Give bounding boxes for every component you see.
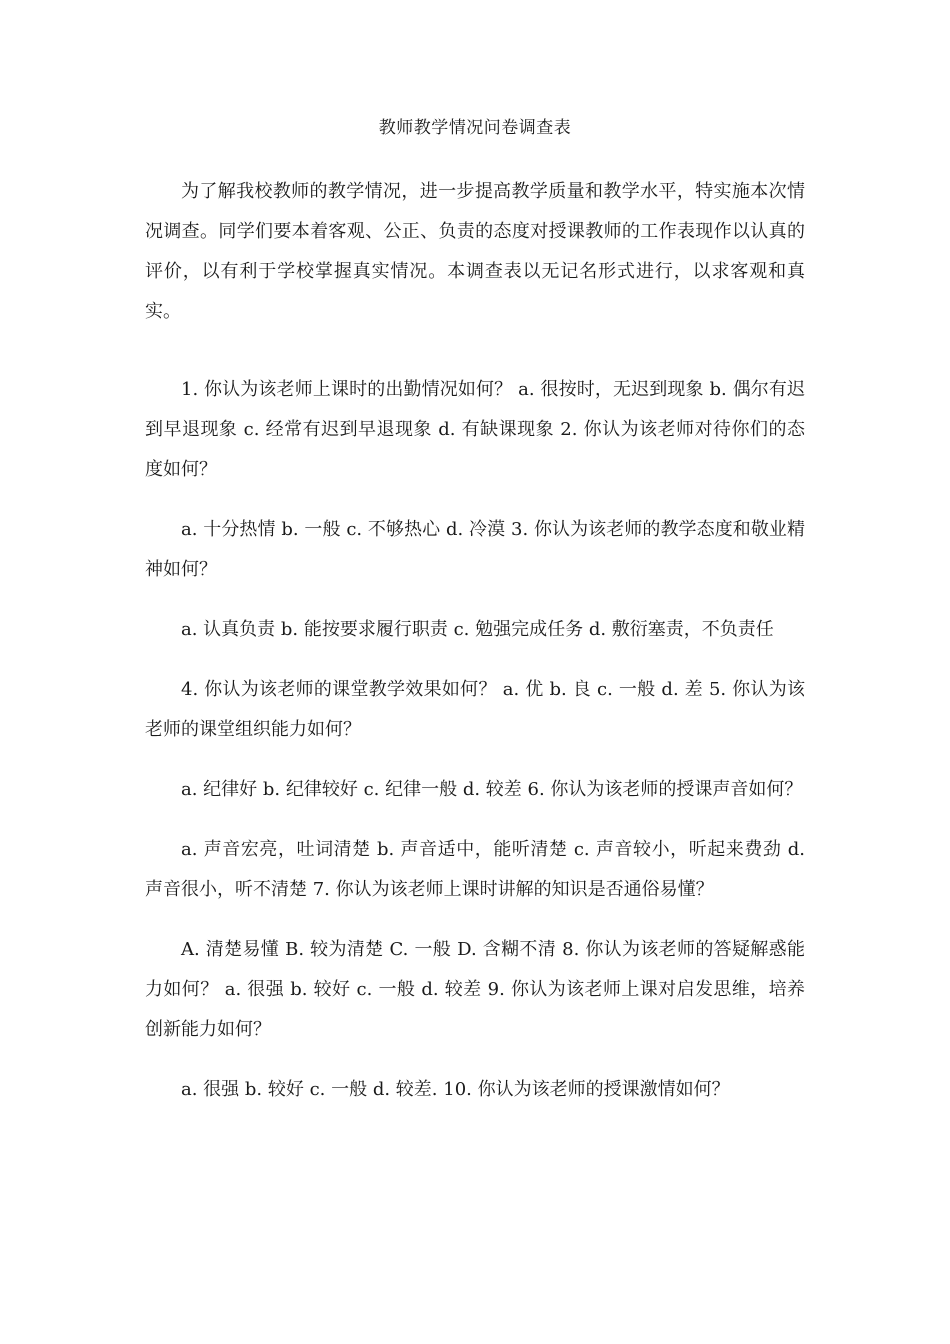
- question-paragraph-7: A. 清楚易懂 B. 较为清楚 C. 一般 D. 含糊不清 8. 你认为该老师的答疑解惑能力如何？ a. 很强 b. 较好 c. 一般 d. 较差 9. 你认为该老师上课对启发思维，培养创新能力如何？: [145, 939, 805, 1040]
- question-paragraph-2: a. 十分热情 b. 一般 c. 不够热心 d. 冷漠 3. 你认为该老师的教学态度和敬业精神如何？: [145, 519, 805, 580]
- document-body: [145, 172, 805, 1110]
- document-title: 教师教学情况问卷调查表: [378, 118, 572, 138]
- question-paragraph-4: 4. 你认为该老师的课堂教学效果如何？ a. 优 b. 良 c. 一般 d. 差 5. 你认为该老师的课堂组织能力如何？: [145, 679, 805, 740]
- question-paragraph-8: a. 很强 b. 较好 c. 一般 d. 较差. 10. 你认为该老师的授课激情如何？: [181, 1079, 730, 1100]
- question-paragraph-1: 1. 你认为该老师上课时的出勤情况如何？ a. 很按时，无迟到现象 b. 偶尔有迟到早退现象 c. 经常有迟到早退现象 d. 有缺课现象 2. 你认为该老师对待你们的态度如何？: [145, 379, 805, 480]
- question-paragraph-5: a. 纪律好 b. 纪律较好 c. 纪律一般 d. 较差 6. 你认为该老师的授课声音如何？: [181, 779, 803, 800]
- question-paragraph-3: a. 认真负责 b. 能按要求履行职责 c. 勉强完成任务 d. 敷衍塞责，不负责任: [181, 619, 774, 640]
- question-paragraph-6: a. 声音宏亮，吐词清楚 b. 声音适中，能听清楚 c. 声音较小，听起来费劲 d. 声音很小，听不清楚 7. 你认为该老师上课时讲解的知识是否通俗易懂？: [145, 839, 805, 900]
- intro-paragraph: 为了解我校教师的教学情况，进一步提高教学质量和教学水平，特实施本次情况调查。同学们要本着客观、公正、负责的态度对授课教师的工作表现作以认真的评价，以有利于学校掌握真实情况。本调查表以无记名形式进行，以求客观和真实。: [145, 181, 805, 322]
